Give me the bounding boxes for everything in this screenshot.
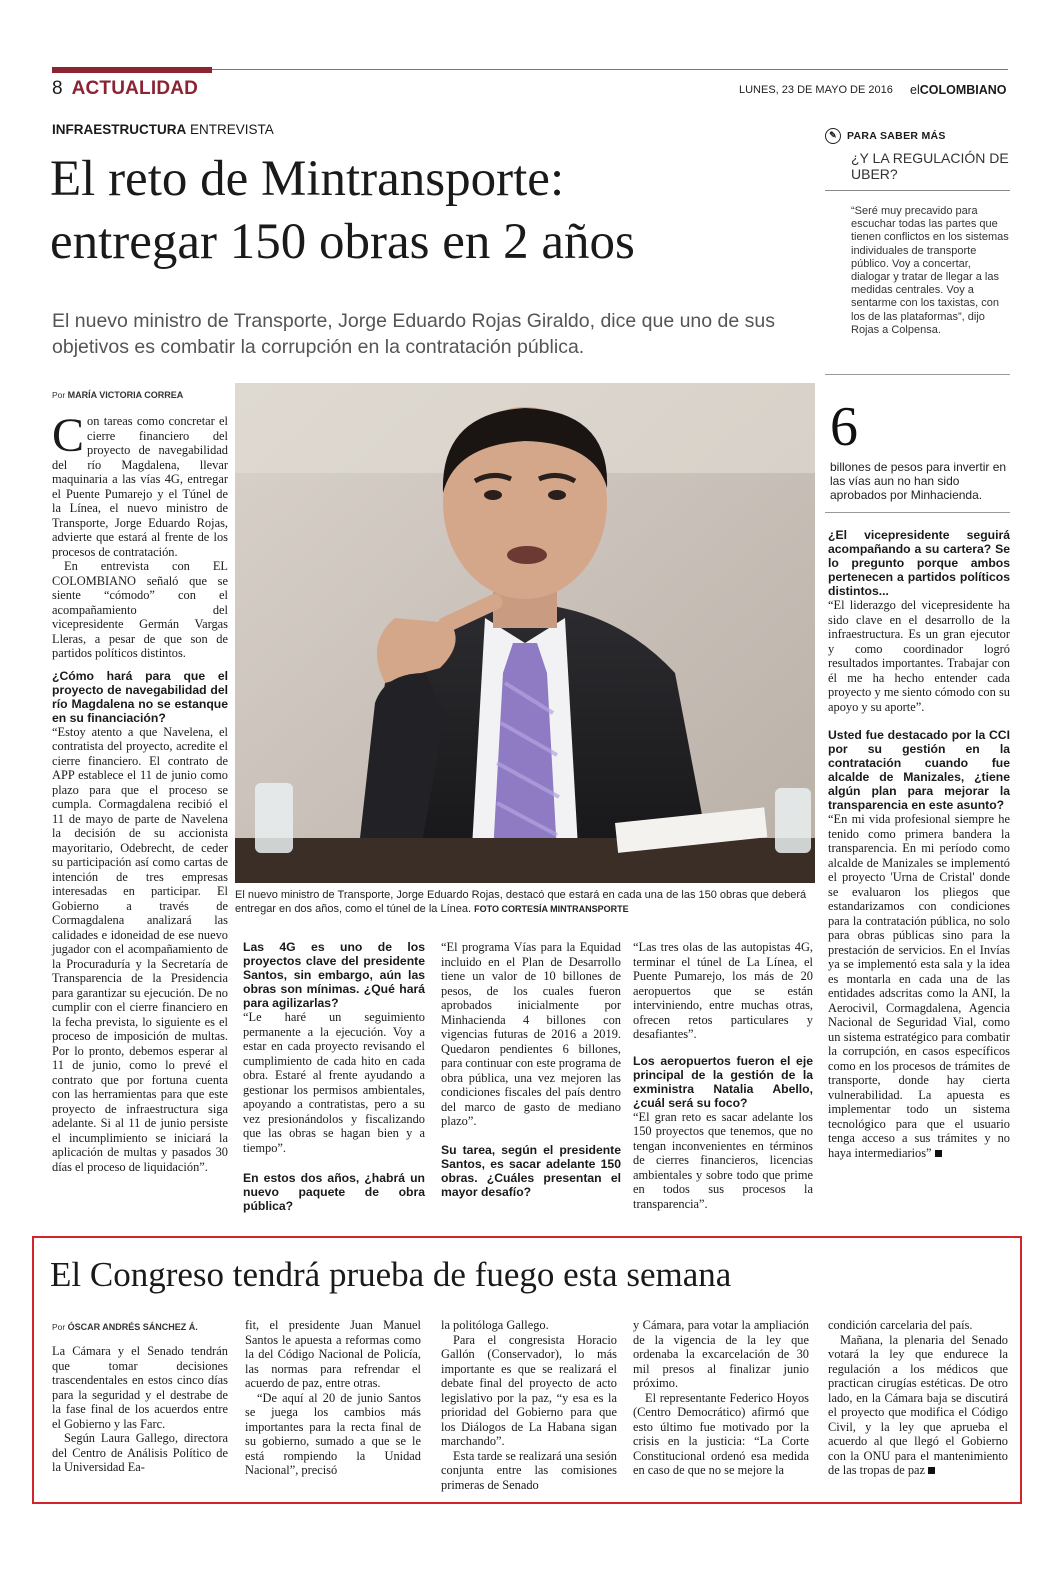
fact-number: 6 [830, 396, 858, 458]
congress-column-3 [441, 1318, 617, 1492]
paper-brand: COLOMBIANO [919, 83, 1007, 97]
answer-4g: “Le haré un seguimiento permanente a la ejecución. Voy a estar en cada proyecto revisando el cumplimiento de cada hito en cada obra. Estaré al frente ayudando a gestionar los permisos ambientales, apoyando a contratistas, pero a su vez presionándolos y fiscalizando que las obras se hagan bien y a tiempo”. [243, 1010, 425, 1155]
congress-byline [52, 1322, 198, 1332]
intro-paragraph-2: En entrevista con EL COLOMBIANO señaló que se siente “cómodo” con el acompañamiento del vicepresidente Germán Vargas Lleras, a pesar de que son de partidos políticos distintos. [52, 559, 228, 660]
byline-prefix: Por [52, 390, 66, 400]
article-column-5 [828, 528, 1010, 1160]
question-150-obras: Su tarea, según el presidente Santos, es sacar adelante 150 obras. ¿Cuáles presentan el mayor desafío? [441, 1142, 621, 1199]
answer-transparencia [828, 812, 1010, 1160]
kicker-topic: INFRAESTRUCTURA [52, 122, 187, 137]
article-column-2 [243, 940, 425, 1213]
sidebar-label [825, 128, 1010, 144]
congress-col2-p1: fit, el presidente Juan Manuel Santos le apuesta a reformas como la del Código Nacional de Policía, las normas para refrendar el acuerdo de paz, entre otras. [245, 1318, 421, 1390]
fact-rule [825, 512, 1010, 513]
congress-column-4 [633, 1318, 809, 1478]
sidebar-body: “Seré muy precavido para escuchar todas las partes que tienen conflictos en los sistemas individuales de transporte público. Voy a concertar, dialogar y tratar de llegar a las medidas centrales. Voy a sentarme con los taxistas, con los de las plataformas”, dijo Rojas a Colpensa. [851, 205, 1009, 336]
headline [50, 148, 820, 274]
congress-column-2 [245, 1318, 421, 1478]
congress-col3-p3: Esta tarde se realizará una sesión conjunta entre las comisiones primeras de Senado [441, 1448, 617, 1492]
question-4g: Las 4G es uno de los proyectos clave del presidente Santos, sin embargo, aún las obras son mínimas. ¿Qué hará para agilizarlas? [243, 940, 425, 1010]
congress-col1-p1: La Cámara y el Senado tendrán que tomar decisiones trascendentales en estos cinco días para la seguridad y el destrabe de la fase final de los acuerdos entre el Gobierno y las Farc. [52, 1344, 228, 1431]
answer-navegabilidad: “Estoy atento a que Navelena, el contratista del proyecto, acredite el cierre financiero. El contrato de APP establece el 11 de junio como plazo para que el proceso se cumpla. Cormagdalena recibió el 11 de mayo de parte de Navelena la decisión de su accionista mayoritario, Odebrecht, de ceder su participación así como cartas de intención de tres empresas interesadas en participar. El Gobierno a través de Cormagdalena analizará las calidades e idoneidad de ese nuevo jugador con el acompañamiento de la Procuraduría y la Secretaría de Transparencia de la Presidencia para garantizar su ejecución. De no cumplir con el cierre financiero en la fecha prevista, lo siguiente es el proceso de imposición de multas. Por lo pronto, debemos esperar al 11 de junio, como lo prevé el contrato que por fortuna cuenta con las herramientas para que este proyecto de infraestructura siga adelante. Si al 11 de junio persiste el incumplimiento se iniciará la aplicación de multas y pasados 30 días el proceso de liquidación”. [52, 724, 228, 1174]
congress-col4-p1: y Cámara, para votar la ampliación de la vigencia de la ley que ordenaba la excarcelación de 30 mil presos al finalizar junio próximo. [633, 1318, 809, 1390]
article-column-1 [52, 409, 228, 1174]
answer-aeropuertos: “El gran reto es sacar adelante los 150 proyectos que tenemos, que no tengan inconvenientes en términos de cierres financieros, licencias ambientales y sobre todo que prime en todos sus procesos la transparencia”. [633, 1109, 813, 1211]
congress-col3-p2: Para el congresista Horacio Gallón (Conservador), lo más importante es que se realizará el debate final del proyecto de acto legislativo por la paz, “y esa es la prioridad del Gobierno para que los Diálogos de La Habana sigan marchando”. [441, 1332, 617, 1448]
article-column-3 [441, 940, 621, 1199]
congress-byline-author: ÓSCAR ANDRÉS SÁNCHEZ Á. [67, 1322, 198, 1332]
page-number: 8 [52, 78, 63, 99]
end-mark-icon [935, 1150, 942, 1157]
caption-text: El nuevo ministro de Transporte, Jorge Eduardo Rojas, destacó que estará en cada una de las 150 obras que deberá entregar en dos años, como el túnel de la Línea. [235, 889, 807, 915]
answer-150-obras: “Las tres olas de las autopistas 4G, terminar el túnel de La Línea, el Puente Pumarejo, los más de 20 aeropuertos que se están interviniendo, entre muchas otras, ofrecen retos particulares y desafiantes”. [633, 940, 813, 1041]
intro-paragraph: on tareas como concretar el cierre financiero del proyecto de navegabilidad del río Magdalena, llevar maquinaria a las vías 4G, entregar el Puente Pumarejo y el Túnel de la Línea, el nuevo ministro de Transporte, Jorge Eduardo Rojas, advierte que estará al frente de los procesos de contratación. [52, 414, 228, 559]
byline-author: MARÍA VICTORIA CORREA [67, 390, 184, 400]
answer-transparencia-text: “En mi vida profesional siempre he tenido como primera bandera la transparencia. En mi período como alcalde de Manizales se implementó el proyecto 'Urna de Cristal' donde se evaluaron los pliegos que estandarizamos con condiciones para la contratación pública, no solo para obras públicas sino para la prestación de servicios. En el Invías ya se implementó esta sala y la idea es montarla en cada una de las entidades adscritas como la ANI, la Aerocivil, Cormagdalena, Agencia Nacional de Seguridad Vial, como un sistema estratégico para combatir la corrupción, en casos específicos como en los procesos de trámites de transporte, donde hay cierta vulnerabilidad. La apuesta es implementar todo un sistema tecnológico para que el usuario tenga acceso a sus trámites y no haya intermediarios” [828, 812, 1010, 1160]
sidebar-label-text: PARA SABER MÁS [847, 129, 946, 142]
photo-credit: FOTO CORTESÍA MINTRANSPORTE [474, 904, 629, 914]
congress-col3-p1: la politóloga Gallego. [441, 1318, 549, 1332]
answer-obra-publica: “El programa Vías para la Equidad incluido en el Plan de Desarrollo tiene un valor de 10 billones de pesos, de los cuales fueron aprobados inicialmente por Minhacienda 4 billones con vigencias futuras de 2016 a 2019. Quedaron pendientes 6 billones, para continuar con este programa de obra pública, una vez mejoren las condiciones fiscales del país dentro del marco de gasto de mediano plazo”. [441, 940, 621, 1128]
congress-column-5 [828, 1318, 1008, 1478]
section-bar [52, 67, 212, 73]
question-obra-publica: En estos dos años, ¿habrá un nuevo paquete de obra pública? [243, 1171, 425, 1213]
issue-date: LUNES, 23 DE MAYO DE 2016 [739, 84, 893, 96]
sidebar-bottom-rule [825, 374, 1010, 375]
question-navegabilidad: ¿Cómo hará para que el proyecto de navegabilidad del río Magdalena no se estanque en su financiación? [52, 668, 228, 725]
photo-caption [235, 888, 815, 916]
sidebar-para-saber-mas [825, 128, 1010, 337]
deck: El nuevo ministro de Transporte, Jorge Eduardo Rojas Giraldo, dice que uno de sus objetivos es combatir la corrupción en la contratación pública. [52, 310, 775, 358]
kicker-type: ENTREVISTA [186, 122, 274, 137]
article-column-4 [633, 940, 813, 1211]
sidebar-subtitle: ¿Y LA REGULACIÓN DE UBER? [851, 150, 1009, 182]
section-title [52, 78, 198, 100]
congress-column-1 [52, 1344, 228, 1475]
header-rule [212, 69, 1008, 70]
end-mark-icon [928, 1467, 935, 1474]
congress-col4-p2: El representante Federico Hoyos (Centro Democrático) afirmó que esto último fue motivado por la crisis en la justicia: “La Corte Constitucional ordenó esa medida en caso de que no se mejore la [633, 1390, 809, 1477]
congress-byline-prefix: Por [52, 1322, 66, 1332]
congress-col5-p2-text: Mañana, la plenaria del Senado votará la ley que endurece la regulación a los médicos que practican cirugías estéticas. De otro lado, en la Cámara baja se discutirá el proyecto que modifica el Código Civil, y la ley que aprueba el acuerdo al que llegó el Gobierno con la ONU para el mantenimiento de las tropas de paz [828, 1332, 1008, 1477]
byline [52, 390, 183, 400]
question-transparencia: Usted fue destacado por la CCI por su gestión en la contratación cuando fue alcalde de Manizales, ¿tiene algún plan para mejorar la transparencia en este asunto? [828, 728, 1010, 812]
headline-line-1: El reto de Mintransporte: [50, 151, 565, 207]
kicker [52, 122, 274, 137]
pin-icon: ✎ [825, 128, 841, 144]
answer-vicepresidente: “El liderazgo del vicepresidente ha sido clave en el desarrollo de la infraestructura. Es un gran ejecutor y como coordinador logró resultados importantes. Trabajar con él me ha hecho entender cada proyecto y me siento cómodo con su apoyo y su aporte”. [828, 598, 1010, 714]
sidebar-rule [825, 190, 1010, 191]
minister-photo-illustration [235, 383, 815, 883]
paper-prefix: el [910, 83, 920, 97]
paper-name [910, 83, 1007, 97]
congress-col5-p1: condición carcelaria del país. [828, 1318, 973, 1332]
question-aeropuertos: Los aeropuertos fueron el eje principal de la gestión de la exministra Natalia Abello, ¿cuál será su foco? [633, 1053, 813, 1110]
congress-col2-p2: “De aquí al 20 de junio Santos se juega los cambios más importantes para la recta final de su gobierno, sumado a que se le está rompiendo la Unidad Nacional”, precisó [245, 1390, 421, 1477]
section-name: ACTUALIDAD [71, 78, 199, 99]
fact-text: billones de pesos para invertir en las vías aun no han sido aprobados por Minhacienda. [830, 460, 1007, 502]
minister-photo [235, 383, 815, 883]
dropcap: C [52, 409, 85, 462]
congress-col5-p2 [828, 1333, 1008, 1478]
headline-line-2: entregar 150 obras en 2 años [50, 214, 635, 270]
congress-headline: El Congreso tendrá prueba de fuego esta semana [50, 1255, 732, 1294]
question-vicepresidente: ¿El vicepresidente seguirá acompañando a su cartera? Se lo pregunto porque ambos pertenecen a partidos políticos distintos... [828, 528, 1010, 598]
congress-col1-p2: Según Laura Gallego, directora del Centro de Análisis Político de la Universidad Ea- [52, 1431, 228, 1474]
